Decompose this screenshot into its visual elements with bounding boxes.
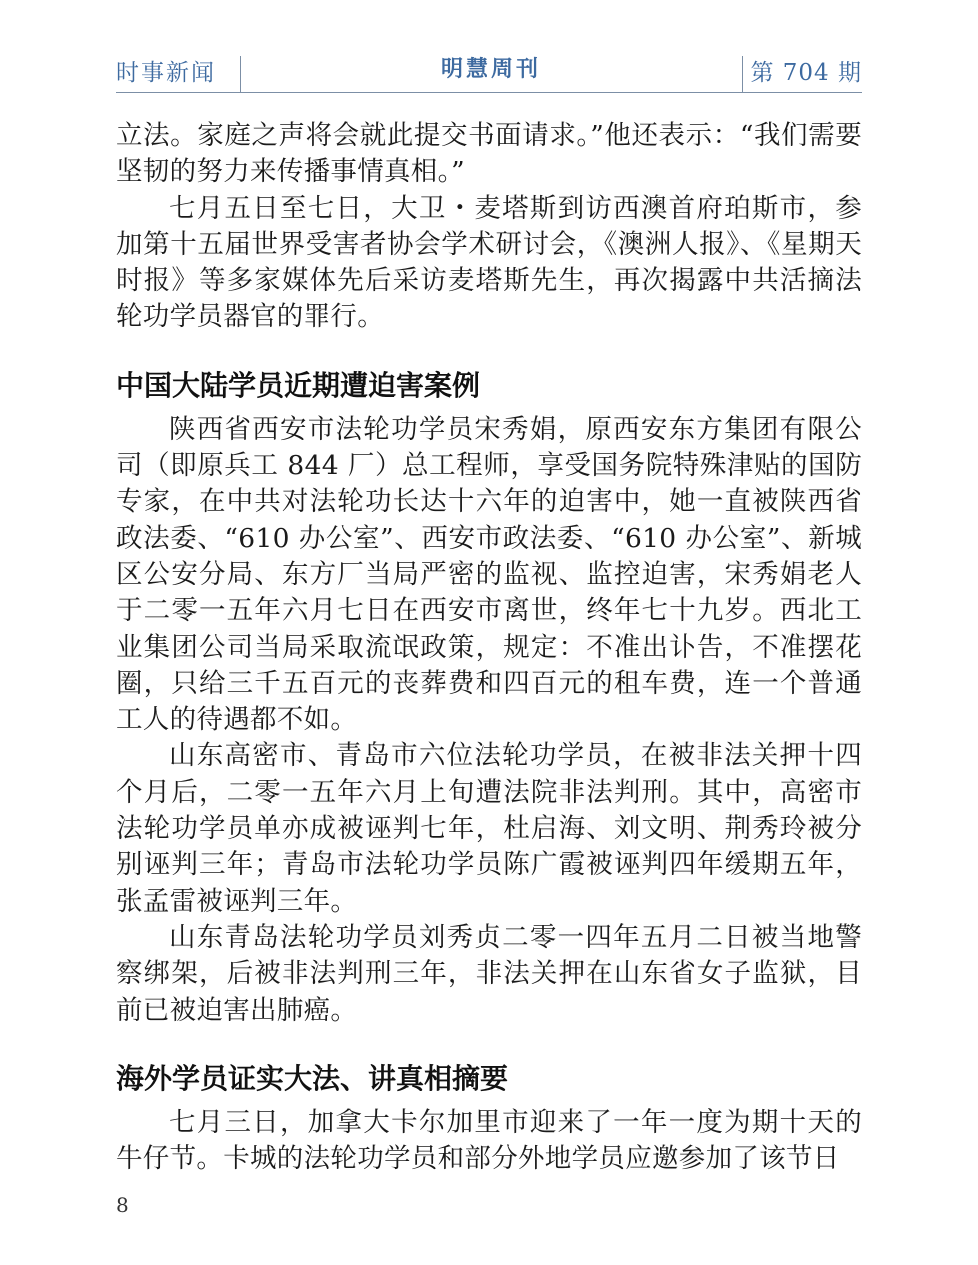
paragraph-case-qingdao-liu: 山东青岛法轮功学员刘秀贞二零一四年五月二日被当地警察绑架，后被非法判刑三年，非法关押在山东省女子监狱，目前已被迫害出肺癌。 xyxy=(116,921,862,1026)
header-section-label: 时事新闻 xyxy=(116,60,216,86)
paragraph-matas-perth: 七月五日至七日，大卫・麦塔斯到访西澳首府珀斯市，参加第十五届世界受害者协会学术研讨会，《澳洲人报》、《星期天时报》等多家媒体先后采访麦塔斯先生，再次揭露中共活摘法轮功学员器官的罪行。 xyxy=(116,192,862,333)
header-masthead: 明慧周刊 xyxy=(440,57,541,82)
paragraph-calgary-stampede: 七月三日，加拿大卡尔加里市迎来了一年一度为期十天的牛仔节。卡城的法轮功学员和部分外地学员应邀参加了该节日 xyxy=(116,1106,862,1175)
page-number: 8 xyxy=(116,1193,129,1217)
paragraph-case-gaomi-qingdao: 山东高密市、青岛市六位法轮功学员，在被非法关押十四个月后，二零一五年六月上旬遭法院非法判刑。其中，高密市法轮功学员单亦成被诬判七年，杜启海、刘文明、荆秀玲被分别诬判三年；青岛市法轮功学员陈广霞被诬判四年缓期五年，张孟雷被诬判三年。 xyxy=(116,740,862,917)
paragraph-case-xian: 陕西省西安市法轮功学员宋秀娟，原西安东方集团有限公司（即原兵工 844 厂）总工程师，享受国务院特殊津贴的国防专家，在中共对法轮功长达十六年的迫害中，她一直被陕西省政法委、“610 办公室”、西安市政法委、“610 办公室”、新城区公安分局、东方厂当局严密的监视、监控迫害，宋秀娟老人于二零一五年六月七日在西安市离世，终年七十九岁。西北工业集团公司当局采取流氓政策，规定：不准出讣告，不准摆花圈，只给三千五百元的丧葬费和四百元的租车费，连一个普通工人的待遇都不如。 xyxy=(116,413,862,736)
header-issue-number: 第 704 期 xyxy=(750,60,862,86)
section-heading-mainland-cases: 中国大陆学员近期遭迫害案例 xyxy=(116,368,481,402)
paragraph-continued: 立法。家庭之声将会就此提交书面请求。”他还表示：“我们需要坚韧的努力来传播事情真相。” xyxy=(116,120,862,188)
page-header xyxy=(116,50,862,93)
section-heading-overseas: 海外学员证实大法、讲真相摘要 xyxy=(116,1061,509,1095)
article-body xyxy=(116,118,862,1177)
header-divider-right xyxy=(742,56,743,92)
